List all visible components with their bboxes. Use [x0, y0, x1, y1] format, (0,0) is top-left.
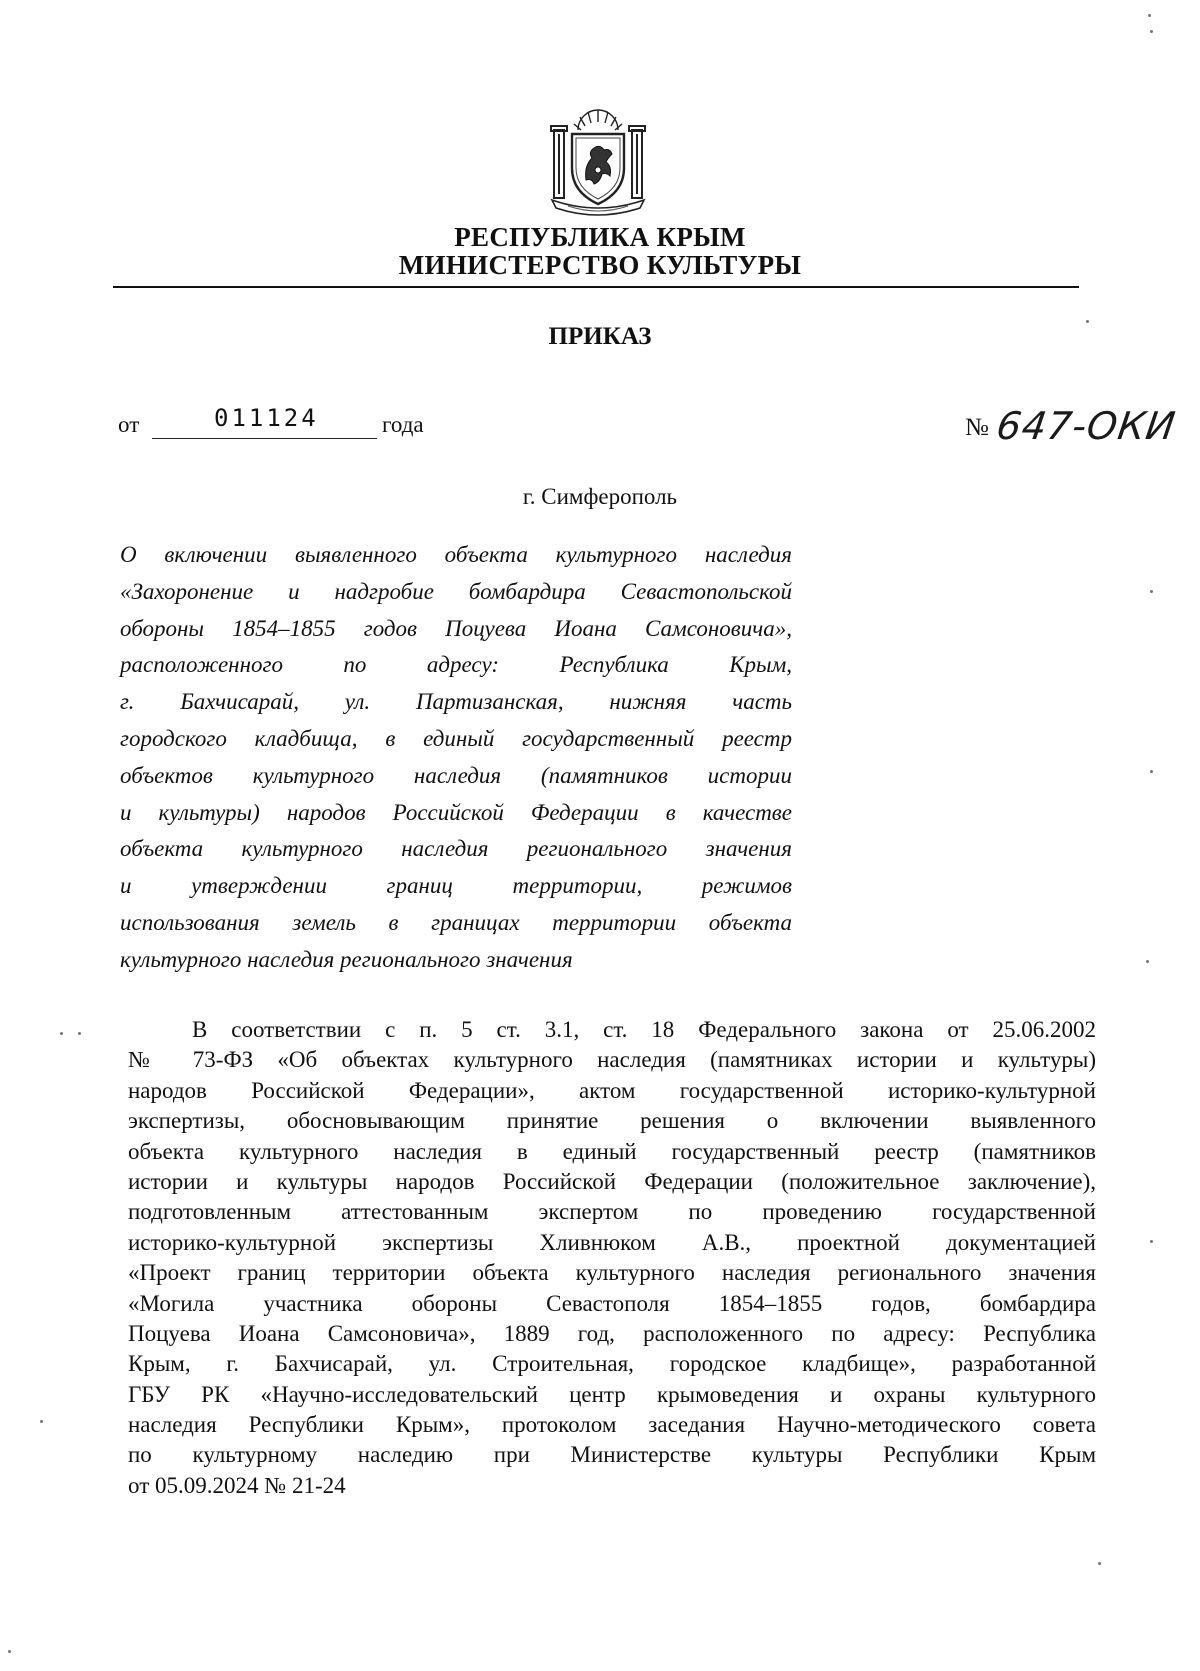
scan-speck	[8, 1650, 11, 1653]
body-line: народов Российской Федерации», актом государственной историко-культурной	[128, 1077, 1096, 1103]
scan-speck	[1086, 320, 1089, 323]
header-divider	[113, 286, 1079, 288]
scan-speck	[1150, 1240, 1153, 1243]
scan-speck	[1148, 14, 1151, 17]
subject-line: и культуры) народов Российской Федерации в качестве	[120, 799, 792, 825]
city-line: г. Симферополь	[522, 484, 678, 509]
subject-line: г. Бахчисарай, ул. Партизанская, нижняя часть	[120, 689, 792, 715]
republic-heading: РЕСПУБЛИКА КРЫМ	[454, 222, 746, 252]
body-line: историко-культурной экспертизы Хливнюком А.В., проектной документацией	[128, 1229, 1096, 1255]
body-line: подготовленным аттестованным экспертом по проведению государственной	[128, 1199, 1096, 1225]
coat-of-arms-emblem	[548, 108, 648, 218]
order-body	[128, 1015, 1096, 1501]
handwritten-number: 647-ОКИ	[993, 404, 1179, 448]
body-line: истории и культуры народов Российской Федерации (положительное заключение),	[128, 1168, 1096, 1194]
subject-line: использования земель в границах территории объекта	[120, 909, 792, 935]
subject-line: расположенного по адресу: Республика Крым,	[120, 652, 792, 678]
number-sign: №	[965, 414, 989, 441]
body-line: «Проект границ территории объекта культурного наследия регионального значения	[128, 1260, 1096, 1286]
body-line: экспертизы, обосновывающим принятие решения о включении выявленного	[128, 1108, 1096, 1134]
body-line: № 73-ФЗ «Об объектах культурного наследия (памятниках истории и культуры)	[128, 1047, 1096, 1073]
body-line: «Могила участника обороны Севастополя 1854–1855 годов, бомбардира	[128, 1290, 1096, 1316]
subject-line: «Захоронение и надгробие бомбардира Севастопольской	[120, 578, 792, 604]
body-line: ГБУ РК «Научно-исследовательский центр крымоведения и охраны культурного	[128, 1381, 1096, 1407]
body-line: наследия Республики Крым», протоколом заседания Научно-методического совета	[128, 1412, 1096, 1438]
scan-speck	[1150, 590, 1153, 593]
date-suffix: года	[382, 412, 424, 437]
scan-speck	[60, 1032, 63, 1035]
order-subject	[120, 537, 792, 979]
scan-speck	[1146, 960, 1149, 963]
subject-line: городского кладбища, в единый государственный реестр	[120, 725, 792, 751]
scan-speck	[1150, 30, 1153, 33]
ministry-heading: МИНИСТЕРСТВО КУЛЬТУРЫ	[398, 250, 802, 280]
scan-speck	[1150, 770, 1153, 773]
subject-line: и утверждении границ территории, режимов	[120, 873, 792, 899]
body-line: В соответствии с п. 5 ст. 3.1, ст. 18 Федерального закона от 25.06.2002	[192, 1017, 1096, 1042]
body-line: от 05.09.2024 № 21-24	[128, 1472, 346, 1498]
body-line: Крым, г. Бахчисарай, ул. Строительная, городское кладбище», разработанной	[128, 1351, 1096, 1377]
subject-line: О включении выявленного объекта культурного наследия	[120, 542, 792, 567]
body-line: Поцуева Иоана Самсоновича», 1889 год, расположенного по адресу: Республика	[128, 1320, 1096, 1346]
subject-line: объектов культурного наследия (памятников истории	[120, 762, 792, 788]
scan-speck	[78, 1032, 81, 1035]
scan-speck	[1098, 1562, 1101, 1565]
subject-line: культурного наследия регионального значения	[120, 946, 573, 972]
date-stamp-value: 011124	[214, 404, 319, 432]
date-prefix: от	[118, 412, 140, 437]
date-underline	[152, 438, 377, 439]
body-line: объекта культурного наследия в единый государственный реестр (памятников	[128, 1138, 1096, 1164]
scan-speck	[40, 1420, 43, 1423]
document-type-title: ПРИКАЗ	[548, 323, 652, 350]
body-line: по культурному наследию при Министерстве культуры Республики Крым	[128, 1442, 1096, 1468]
subject-line: объекта культурного наследия регионального значения	[120, 836, 792, 862]
subject-line: обороны 1854–1855 годов Поцуева Иоана Самсоновича»,	[120, 615, 792, 641]
